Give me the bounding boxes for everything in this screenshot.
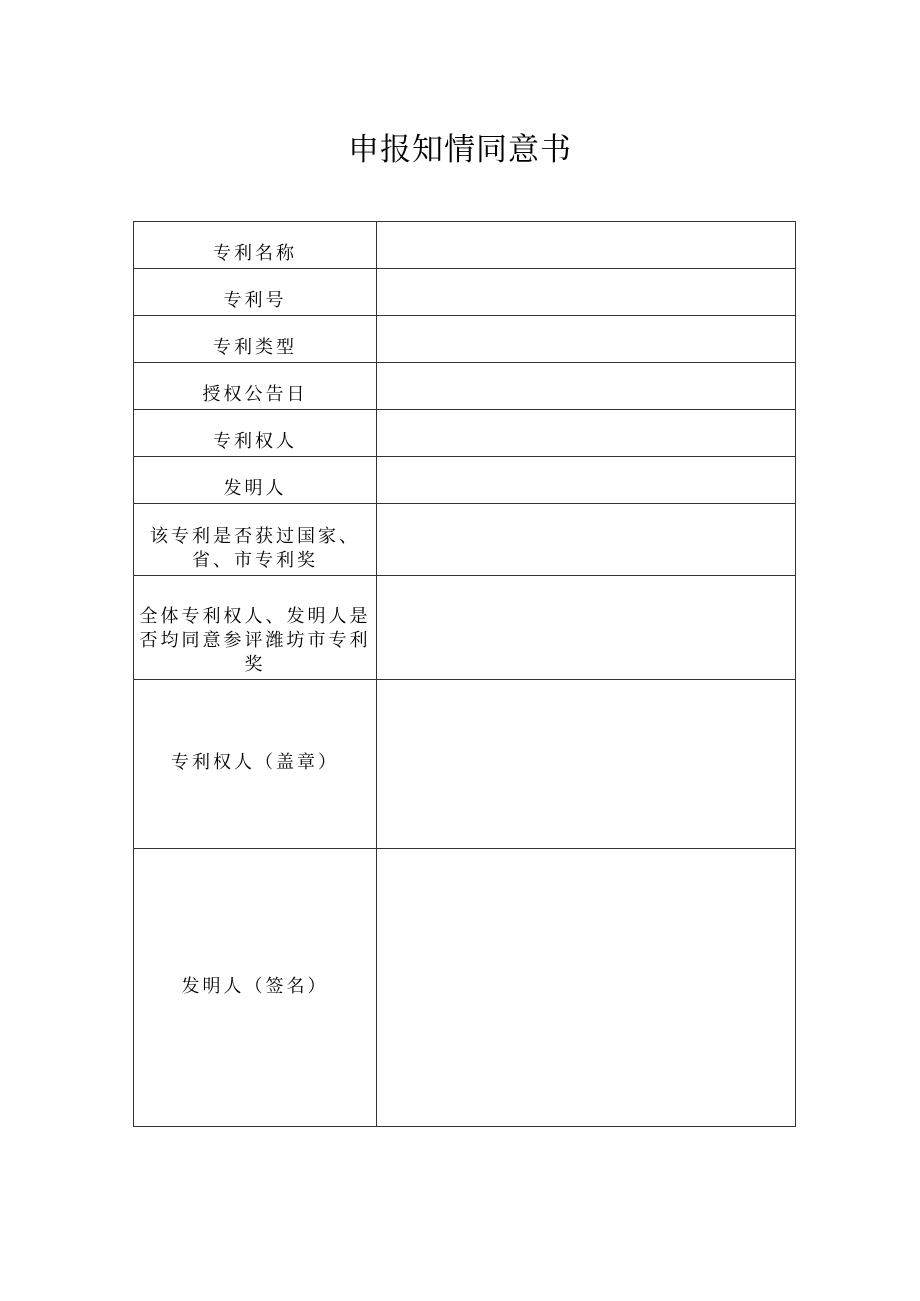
row-label-cell — [134, 504, 377, 576]
field-label-patentee-seal: 专利权人（盖章） — [171, 752, 339, 773]
table-row — [134, 316, 796, 363]
row-label-cell — [134, 269, 377, 316]
row-label-cell — [134, 576, 377, 680]
row-label-cell — [134, 410, 377, 457]
consent-form-table — [133, 221, 796, 1127]
field-label-prior-awards: 该专利是否获过国家、 省、市专利奖 — [150, 526, 360, 571]
patentee-field[interactable] — [377, 410, 796, 457]
grant-date-field[interactable] — [377, 363, 796, 410]
field-label-inventor-signature: 发明人（签名） — [181, 975, 329, 997]
field-label-patent-name: 专利名称 — [213, 243, 297, 264]
patent-type-field[interactable] — [377, 316, 796, 363]
row-label-cell — [134, 222, 377, 269]
row-label-cell — [134, 457, 377, 504]
table-row — [134, 680, 796, 849]
table-row — [134, 849, 796, 1127]
field-label-patent-type: 专利类型 — [213, 337, 297, 358]
field-label-consent: 全体专利权人、发明人是 否均同意参评潍坊市专利 奖 — [139, 606, 371, 675]
row-label-cell — [134, 316, 377, 363]
table-row — [134, 363, 796, 410]
field-label-patentee: 专利权人 — [213, 431, 297, 452]
table-row — [134, 222, 796, 269]
field-label-grant-date: 授权公告日 — [202, 384, 308, 405]
page-title: 申报知情同意书 — [348, 132, 572, 168]
table-row — [134, 504, 796, 576]
field-label-patent-number: 专利号 — [223, 290, 287, 311]
row-label-cell — [134, 680, 377, 849]
patent-name-field[interactable] — [377, 222, 796, 269]
row-label-cell — [134, 849, 377, 1127]
table-row — [134, 269, 796, 316]
field-label-inventor: 发明人 — [223, 478, 287, 499]
table-row — [134, 457, 796, 504]
row-label-cell — [134, 363, 377, 410]
inventor-signature-field[interactable] — [377, 849, 796, 1127]
table-row — [134, 576, 796, 680]
table-row — [134, 410, 796, 457]
patent-number-field[interactable] — [377, 269, 796, 316]
inventor-field[interactable] — [377, 457, 796, 504]
consent-field[interactable] — [377, 576, 796, 680]
patentee-seal-field[interactable] — [377, 680, 796, 849]
prior-awards-field[interactable] — [377, 504, 796, 576]
